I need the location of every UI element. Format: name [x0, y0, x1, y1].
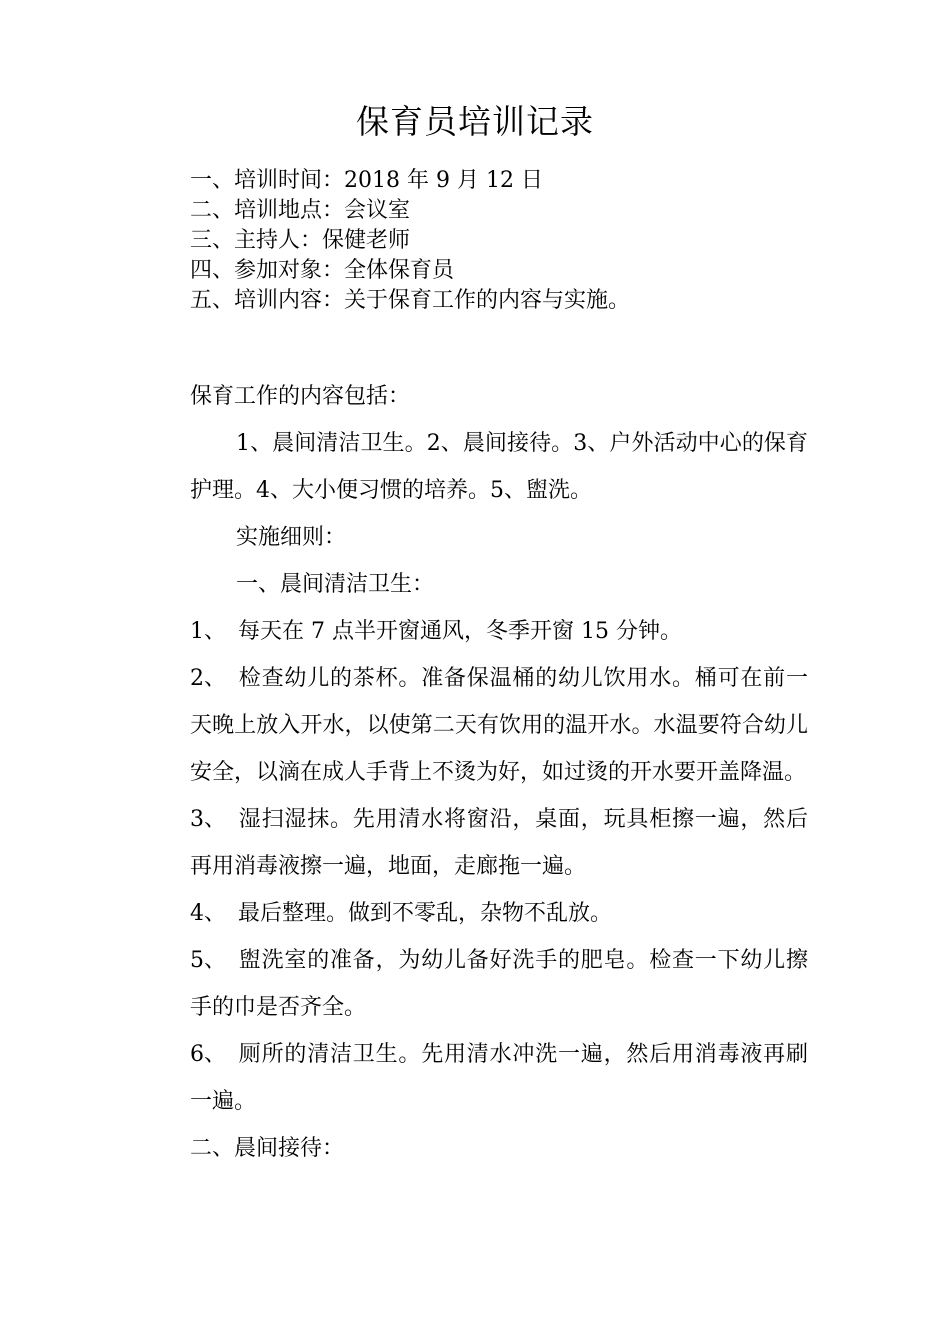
list-item — [190, 608, 808, 655]
item-text: 每天在 7 点半开窗通风，冬季开窗 15 分钟。 — [238, 619, 682, 644]
item-text: 厕所的清洁卫生。先用清水冲洗一遍，然后用消毒液再刷一遍。 — [190, 1042, 808, 1114]
item-number: 4、 — [190, 901, 226, 926]
list-item — [190, 655, 808, 796]
list-item — [190, 937, 808, 1031]
rules-heading: 实施细则： — [236, 525, 347, 550]
info-content: 五、培训内容：关于保育工作的内容与实施。 — [190, 288, 631, 313]
content-intro: 保育工作的内容包括： — [190, 384, 411, 409]
item-number: 6、 — [190, 1042, 226, 1067]
list-item — [190, 890, 808, 937]
list-item — [190, 1031, 808, 1125]
info-location: 二、培训地点：会议室 — [190, 198, 411, 223]
document-title: 保育员培训记录 — [356, 102, 594, 141]
document-body — [190, 373, 808, 1172]
item-number: 5、 — [190, 948, 226, 973]
content-list: 1、晨间清洁卫生。2、晨间接待。3、户外活动中心的保育护理。4、大小便习惯的培养。5、盥洗。 — [190, 431, 808, 503]
item-number: 2、 — [190, 666, 226, 691]
item-text: 最后整理。做到不零乱，杂物不乱放。 — [238, 901, 613, 926]
section-heading-morning-cleaning: 一、晨间清洁卫生： — [236, 572, 435, 597]
info-time: 一、培训时间：2018 年 9 月 12 日 — [190, 168, 543, 193]
item-number: 1、 — [190, 619, 226, 644]
item-number: 3、 — [190, 807, 226, 832]
info-host: 三、主持人：保健老师 — [190, 228, 411, 253]
item-text: 盥洗室的准备，为幼儿备好洗手的肥皂。检查一下幼儿擦手的巾是否齐全。 — [190, 948, 808, 1020]
training-info — [190, 166, 830, 316]
info-participants: 四、参加对象：全体保育员 — [190, 258, 455, 283]
item-text: 检查幼儿的茶杯。准备保温桶的幼儿饮用水。桶可在前一天晚上放入开水，以使第二天有饮用的温开水。水温要符合幼儿安全，以滴在成人手背上不烫为好，如过烫的开水要开盖降温。 — [190, 666, 808, 785]
item-text: 湿扫湿抹。先用清水将窗沿，桌面，玩具柜擦一遍，然后再用消毒液擦一遍，地面，走廊拖一遍。 — [190, 807, 808, 879]
section-heading-morning-reception: 二、晨间接待： — [190, 1136, 345, 1161]
list-item — [190, 796, 808, 890]
